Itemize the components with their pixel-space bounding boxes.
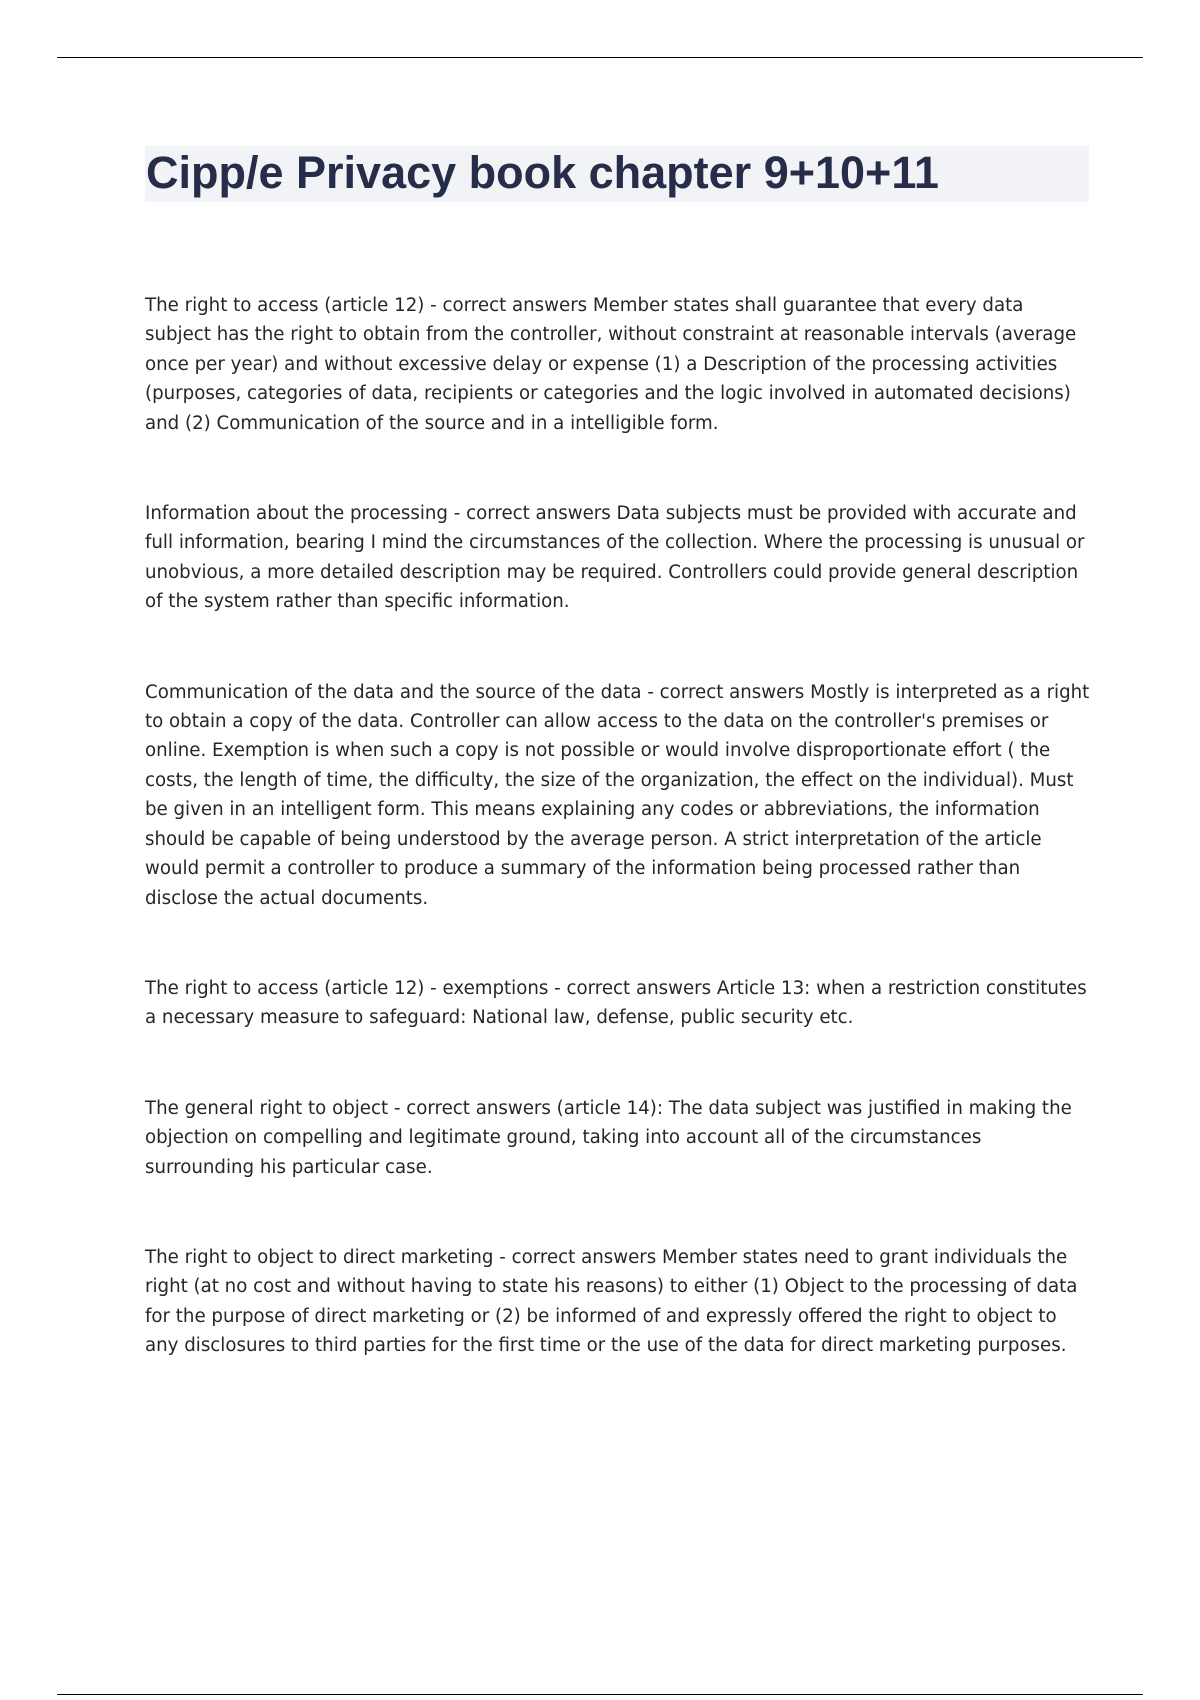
qa-entry-object-direct-marketing: The right to object to direct marketing - correct answers Member states need to grant individuals the right (at no cost and without having to state his reasons) to either (1) Object to the processing of data for the purpose of direct marketing or (2) be informed of and expressly offered the right to object to any disclosures to third parties for the first time or the use of the data for direct marketing purposes. [145,1246,1078,1357]
document-title: Cipp/e Privacy book chapter 9+10+11 [146,147,939,198]
qa-entry-information-about-processing: Information about the processing - correct answers Data subjects must be provided with accurate and full information, bearing I mind the circumstances of the collection. Where the processing is unusual or unobvious, a more detailed description may be required. Controllers could provide general description of the system rather than specific information. [145,503,1085,613]
bottom-divider [57,1694,1143,1695]
document-body [145,291,1091,1422]
qa-entry-general-right-to-object: The general right to object - correct answers (article 14): The data subject was justified in making the objection on compelling and legitimate ground, taking into account all of the circumstances surrounding his particular case. [145,1097,1072,1178]
top-divider [57,57,1143,58]
qa-entry-communication-of-data: Communication of the data and the source of the data - correct answers Mostly is interpreted as a right to obtain a copy of the data. Controller can allow access to the data on the controller's premises or online. Exemption is when such a copy is not possible or would involve disproportionate effort ( the costs, the length of time, the difficulty, the size of the organization, the effect on the individual). Must be given in an intelligent form. This means explaining any codes or abbreviations, the information should be capable of being understood by the average person. A strict interpretation of the article would permit a controller to produce a summary of the information being processed rather than disclose the actual documents. [145,681,1090,909]
qa-entry-right-to-access: The right to access (article 12) - correct answers Member states shall guarantee that every data subject has the right to obtain from the controller, without constraint at reasonable intervals (average once per year) and without excessive delay or expense (1) a Description of the processing activities (purposes, categories of data, recipients or categories and the logic involved in automated decisions) and (2) Communication of the source and in a intelligible form. [145,295,1077,434]
qa-entry-access-exemptions: The right to access (article 12) - exemptions - correct answers Article 13: when a restriction constitutes a necessary measure to safeguard: National law, defense, public security etc. [145,977,1087,1029]
